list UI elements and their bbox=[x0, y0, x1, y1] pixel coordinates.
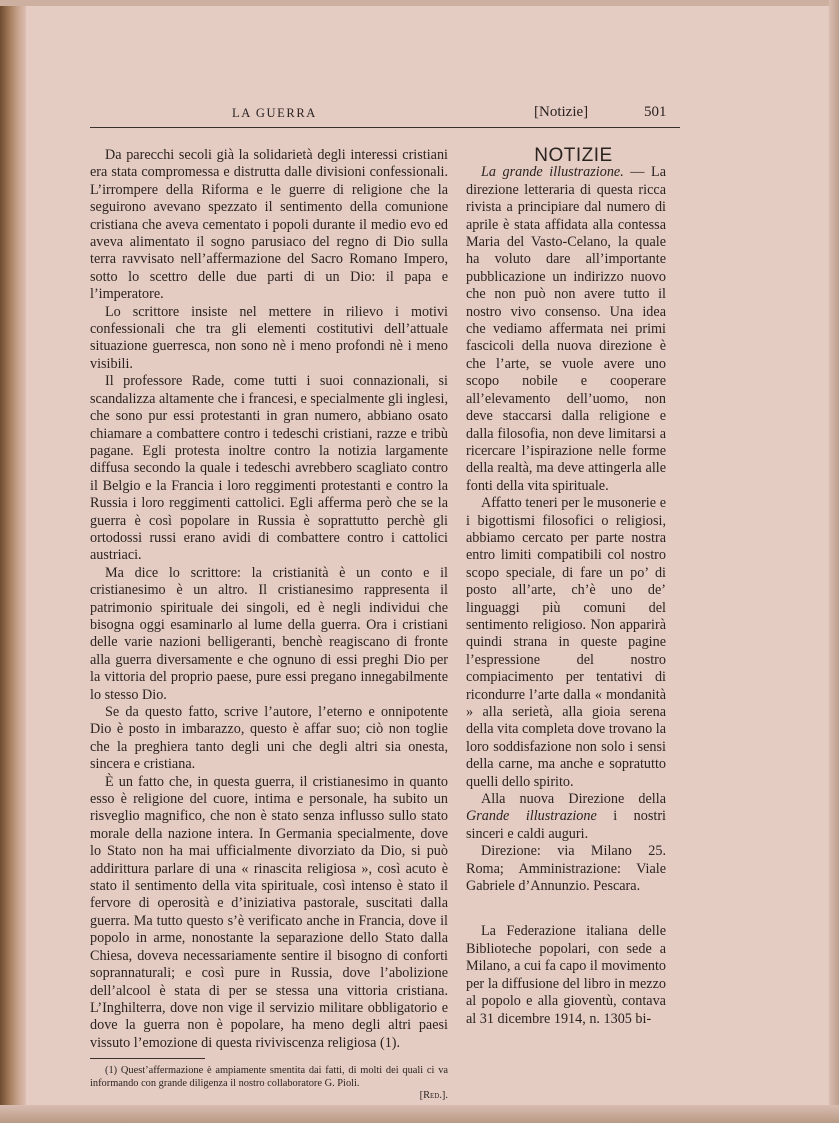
text-run: Alla nuova Direzione della bbox=[481, 791, 666, 808]
paragraph: Il professore Rade, come tutti i suoi connazionali, si scandalizza altamente che i francesi, e specialmente gli inglesi, che sono pur essi protestanti in gran numero, abbiano osato chiamare a combattere contro i tedeschi cristiani, razze e tribù pagane. Egli protesta inoltre contro la notizia largamente diffusa secondo la quale i tedeschi avrebbero scagliato contro il Belgio e la Francia i loro reggimenti protestanti e contro la Russia i loro reggimenti cattolici. Egli afferma però che se la guerra è così popolare in Russia è soprattutto perchè gli ortodossi russi erano avidi di combattere contro i cattolici austriaci. bbox=[90, 373, 448, 564]
paragraph: Ma dice lo scrittore: la cristianità è un conto e il cristianesimo è un altro. Il cristianesimo rappresenta il patrimonio spirituale dei singoli, ed è negli individui che bisogna oggi esaminarlo al lume della guerra. Ora i cristiani delle varie nazioni belligeranti, benchè reagiscano di fronte alla guerra diversamente e che ognuno di essi preghi Dio per la vittoria del proprio paese, pure essi pregano innegabilmente lo stesso Dio. bbox=[90, 564, 448, 703]
paragraph bbox=[466, 791, 666, 843]
news-item-federazione: La Federazione italiana delle Biblioteche popolari, con sede a Milano, a cui fa capo il movimento per la diffusione del libro in mezzo al popolo e alla gioventù, contava al 31 dicembre 1914, n. 1305 bi- bbox=[466, 923, 666, 1027]
footnote-rule bbox=[90, 1058, 205, 1059]
header-rule bbox=[90, 127, 680, 128]
paragraph: Lo scrittore insiste nel mettere in rilievo i motivi confessionali che tra gli elementi costitutivi dell’attuale situazione guerresca, non sono nè i meno profondi nè i meno visibili. bbox=[90, 303, 448, 372]
left-column bbox=[90, 147, 448, 1103]
news-item-grande-illustrazione bbox=[466, 164, 666, 495]
text-run: i nostri sinceri e caldi auguri. bbox=[466, 808, 666, 842]
right-column bbox=[466, 147, 666, 1028]
page-right-edge bbox=[829, 0, 839, 1123]
heading-dash: — bbox=[623, 164, 652, 181]
running-title: LA GUERRA bbox=[232, 106, 317, 120]
page-number: 501 bbox=[644, 104, 667, 120]
publication-name: Grande illustrazione bbox=[466, 808, 597, 825]
paragraph: Affatto teneri per le musonerie e i bigottismi filosofici o religiosi, abbiamo cercato per parte nostra entro limiti compatibili col nostro scopo speciale, di fare un po’ di posto all’arte, ch’è uno de’ linguaggi più comuni del sentimento religioso. Non apparirà quindi strana in queste pagine l’espressione del nostro compiacimento per tentativi di ricondurre l’arte dalla « mondanità » alla serietà, alla gioia serena della vita completa dove trovano la loro soddisfazione non solo i sensi della carne, ma anche e sopratutto quelli dello spirito. bbox=[466, 495, 666, 790]
page-top-edge bbox=[0, 0, 839, 6]
item-separator-space bbox=[466, 895, 666, 923]
news-item-body: La direzione letteraria di questa ricca rivista a principiare dal numero di aprile è stata affidata alla contessa Maria del Vasto-Celano, la quale ha voluto dare all’importante pubblicazione un indirizzo nuovo che non può non avere tutto il nostro vivo consenso. Una idea che vediamo affermata nei primi fascicoli della nuova direzione è che l’arte, se vuole avere uno scopo nobile e cooperare all’elevamento dell’uomo, non deve staccarsi dalla religione e dalla filosofia, non deve limitarsi a ricercare l’ispirazione nelle forme della realtà, ma deve attingerla alle fonti della vita spirituale. bbox=[466, 164, 667, 494]
address-line: Direzione: via Milano 25. Roma; Amministrazione: Viale Gabriele d’Annunzio. Pescara. bbox=[466, 843, 666, 895]
running-header bbox=[90, 106, 680, 126]
section-label: [Notizie] bbox=[534, 104, 589, 120]
paragraph: Se da questo fatto, scrive l’autore, l’eterno e onnipotente Dio è posto in imbarazzo, questo è affar suo; ciò non toglie che la preghiera tanto degli uni che degli altri sia onesta, sincera e cristiana. bbox=[90, 704, 448, 773]
page-bottom-edge bbox=[0, 1105, 839, 1123]
paragraph: Da parecchi secoli già la solidarietà degli interessi cristiani era stata compromessa e distrutta dalle divisioni confessionali. L’irrompere della Riforma e le guerre di religione che la seguirono avevano spezzato il sentimento della comunione cristiana che aveva cementato i popoli durante il medio evo ed aveva alimentato il sogno parusiaco del regno di Dio sulla terra ravvisato nell’affermazione del Sacro Romano Impero, sotto lo scettro delle due parti di un Dio: il papa e l’imperatore. bbox=[90, 147, 448, 303]
footnote-credit: [Red.]. bbox=[419, 1090, 448, 1102]
book-spine bbox=[0, 0, 26, 1123]
footnote: (1) Quest’affermazione è ampiamente smentita dai fatti, di molti dei quali ci va informando con grande diligenza il nostro collaboratore G. Pioli. bbox=[90, 1065, 448, 1089]
news-item-heading: La grande illustrazione. bbox=[481, 164, 624, 181]
paragraph: È un fatto che, in questa guerra, il cristianesimo in quanto esso è religione del cuore, intima e personale, ha subito un risveglio magnifico, che non è stato senza influsso sullo stato morale della nazione intera. In Germania specialmente, dove lo Stato non ha mai ufficialmente divorziato da Dio, si può addirittura parlare di una « rinascita religiosa », così acuto è stato il sentimento della vita spirituale, così intenso è stato il fervore di operosità e d’iniziativa pastorale, suscitati dalla guerra. Ma tutto questo s’è verificato anche in Francia, dove il popolo in arme, nonostante la separazione dello Stato dalla Chiesa, doveva necessariamente sentire il bisogno di conforti soprannaturali; e così pure in Russia, dove l’abolizione dell’alcool è stata di per se stessa una vittoria cristiana. L’Inghilterra, dove non vige il servizio militare obbligatorio e dove la guerra non è popolare, ha meno degli altri paesi vissuto l’emozione di questa riviviscenza religiosa (1). bbox=[90, 773, 448, 1051]
notizie-title: NOTIZIE bbox=[534, 145, 613, 166]
